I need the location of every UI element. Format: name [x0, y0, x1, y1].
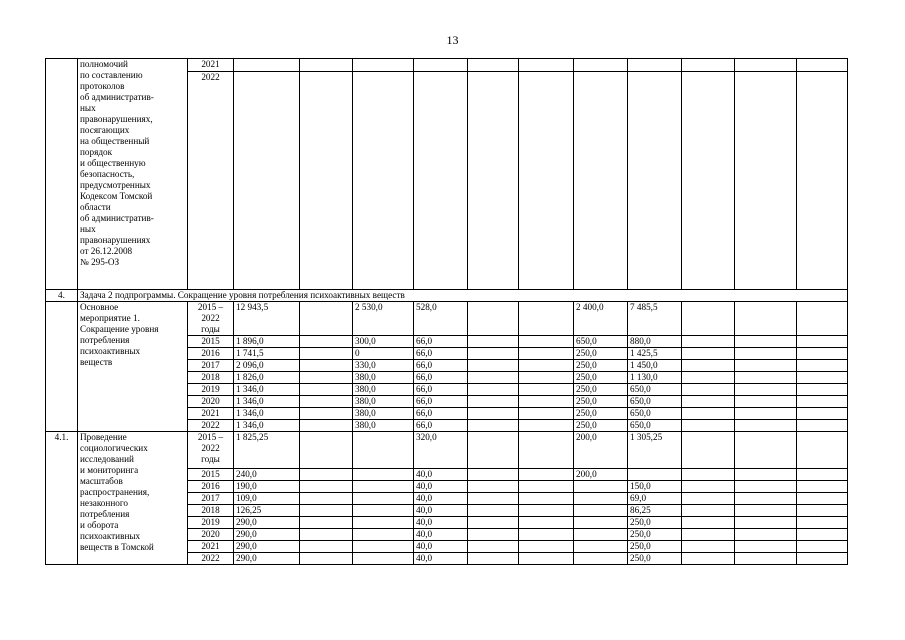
table-cell — [735, 396, 797, 408]
measure-name-cell — [78, 59, 188, 290]
table-cell: 380,0 — [353, 372, 414, 384]
table-cell — [735, 372, 797, 384]
table-cell: 1 826,0 — [234, 372, 300, 384]
table-cell: 290,0 — [234, 529, 300, 541]
table-cell — [735, 302, 797, 336]
table-cell: 69,0 — [628, 493, 682, 505]
year-cell: 2021 — [188, 59, 234, 72]
year-cell: 2022 — [188, 553, 234, 565]
table-cell — [735, 336, 797, 348]
name-line: исследований — [80, 454, 134, 464]
name-line: предусмотренных — [80, 180, 151, 190]
table-cell — [682, 553, 735, 565]
table-cell: 380,0 — [353, 420, 414, 432]
table-cell — [468, 408, 519, 420]
table-cell — [468, 384, 519, 396]
table-cell — [353, 493, 414, 505]
table-cell — [519, 360, 574, 372]
table-cell: 250,0 — [628, 553, 682, 565]
table-cell — [519, 517, 574, 529]
table-cell — [682, 360, 735, 372]
table-cell — [797, 420, 848, 432]
name-line: протоколов — [80, 81, 125, 91]
table-cell — [682, 348, 735, 360]
table-cell — [468, 432, 519, 469]
name-line: об административ- — [80, 213, 154, 223]
table-cell — [797, 384, 848, 396]
table-cell — [353, 432, 414, 469]
table-cell — [682, 432, 735, 469]
table-cell — [300, 541, 353, 553]
table-cell — [797, 372, 848, 384]
table-cell — [519, 420, 574, 432]
table-cell: 1 825,25 — [234, 432, 300, 469]
table-cell: 1 305,25 — [628, 432, 682, 469]
table-cell — [682, 408, 735, 420]
name-line: социологических — [80, 443, 148, 453]
table-cell: 2 400,0 — [574, 302, 628, 336]
table-cell — [468, 517, 519, 529]
table-cell: 150,0 — [628, 481, 682, 493]
table-cell — [735, 360, 797, 372]
year-cell: 2017 — [188, 360, 234, 372]
table-cell — [300, 360, 353, 372]
table-cell — [682, 541, 735, 553]
table-cell: 650,0 — [628, 408, 682, 420]
table-cell — [735, 517, 797, 529]
table-cell — [300, 336, 353, 348]
name-line: Основное — [80, 302, 119, 312]
name-line: на общественный — [80, 136, 150, 146]
year-cell: 2021 — [188, 541, 234, 553]
table-cell — [574, 505, 628, 517]
name-line: по составлению — [80, 70, 143, 80]
table-cell — [468, 420, 519, 432]
name-line: потребления — [80, 335, 130, 345]
table-cell: 250,0 — [574, 348, 628, 360]
table-cell — [519, 505, 574, 517]
table-cell — [519, 553, 574, 565]
table-cell — [519, 302, 574, 336]
table-cell — [797, 505, 848, 517]
table-cell: 66,0 — [414, 396, 468, 408]
table-cell — [735, 529, 797, 541]
table-cell: 250,0 — [574, 384, 628, 396]
table-cell: 7 485,5 — [628, 302, 682, 336]
program-table — [45, 58, 848, 565]
table-cell — [353, 469, 414, 481]
table-cell: 330,0 — [353, 360, 414, 372]
year-line: 2022 — [201, 443, 220, 453]
table-cell — [797, 360, 848, 372]
section-row — [46, 290, 848, 302]
table-cell: 290,0 — [234, 553, 300, 565]
table-cell — [468, 529, 519, 541]
table-cell — [519, 348, 574, 360]
table-cell: 200,0 — [574, 432, 628, 469]
table-cell: 250,0 — [574, 420, 628, 432]
table-cell: 190,0 — [234, 481, 300, 493]
table-cell — [353, 505, 414, 517]
table-cell: 1 346,0 — [234, 408, 300, 420]
name-line: № 295-ОЗ — [80, 257, 120, 267]
name-line: незаконного — [80, 498, 128, 508]
table-cell — [353, 481, 414, 493]
table-cell: 40,0 — [414, 541, 468, 553]
name-line: мероприятие 1. — [80, 313, 140, 323]
table-cell: 66,0 — [414, 336, 468, 348]
table-cell — [300, 384, 353, 396]
name-line: от 26.12.2008 — [80, 246, 133, 256]
name-line: веществ — [80, 357, 113, 367]
table-cell — [682, 302, 735, 336]
table-cell — [574, 517, 628, 529]
table-cell — [353, 553, 414, 565]
table-cell — [735, 384, 797, 396]
table-cell — [682, 396, 735, 408]
table-cell — [353, 541, 414, 553]
table-cell — [682, 481, 735, 493]
table-cell — [735, 348, 797, 360]
table-cell: 66,0 — [414, 420, 468, 432]
table-cell: 126,25 — [234, 505, 300, 517]
table-cell: 250,0 — [574, 396, 628, 408]
table-cell: 380,0 — [353, 384, 414, 396]
year-line: годы — [201, 324, 220, 334]
table-cell — [300, 469, 353, 481]
table-cell: 1 896,0 — [234, 336, 300, 348]
table-cell: 1 346,0 — [234, 396, 300, 408]
table-cell: 40,0 — [414, 481, 468, 493]
table-cell — [574, 481, 628, 493]
table-cell — [735, 505, 797, 517]
table-cell: 1 346,0 — [234, 420, 300, 432]
name-line: и мониторинга — [80, 465, 139, 475]
table-cell: 40,0 — [414, 469, 468, 481]
table-cell — [682, 420, 735, 432]
table-cell: 650,0 — [628, 384, 682, 396]
name-line: и общественную — [80, 158, 146, 168]
table-cell — [468, 553, 519, 565]
table-cell — [468, 541, 519, 553]
table-cell: 40,0 — [414, 517, 468, 529]
table-cell — [735, 493, 797, 505]
year-cell: 2021 — [188, 408, 234, 420]
row-number-cell: 4.1. — [46, 432, 78, 565]
table-cell — [574, 553, 628, 565]
table-cell: 40,0 — [414, 493, 468, 505]
table-cell — [468, 336, 519, 348]
table-cell: 66,0 — [414, 384, 468, 396]
year-cell: 2018 — [188, 505, 234, 517]
table-cell — [300, 420, 353, 432]
table-row — [46, 432, 848, 469]
table-cell: 1 346,0 — [234, 384, 300, 396]
table-cell: 380,0 — [353, 408, 414, 420]
table-cell — [797, 348, 848, 360]
table-cell — [468, 372, 519, 384]
year-line: 2015 – — [197, 432, 224, 442]
table-cell: 66,0 — [414, 372, 468, 384]
year-cell: 2015 — [188, 336, 234, 348]
name-line: веществ в Томской — [80, 542, 154, 552]
table-cell — [468, 348, 519, 360]
table-cell — [797, 553, 848, 565]
page-number: 13 — [446, 33, 459, 47]
name-line: потребления — [80, 509, 130, 519]
table-cell: 650,0 — [574, 336, 628, 348]
name-line: посягающих — [80, 125, 130, 135]
table-cell — [519, 481, 574, 493]
table-cell — [797, 517, 848, 529]
name-line: распространения, — [80, 487, 150, 497]
table-cell: 66,0 — [414, 360, 468, 372]
table-row — [46, 59, 848, 72]
table-cell — [797, 408, 848, 420]
table-cell — [300, 396, 353, 408]
table-cell — [300, 493, 353, 505]
table-cell: 40,0 — [414, 529, 468, 541]
table-cell — [797, 493, 848, 505]
table-cell: 250,0 — [574, 360, 628, 372]
table-cell — [300, 348, 353, 360]
name-line: и оборота — [80, 520, 119, 530]
year-cell: 2017 — [188, 493, 234, 505]
name-line: ных — [80, 103, 96, 113]
table-cell — [682, 336, 735, 348]
table-cell — [797, 302, 848, 336]
table-cell — [797, 432, 848, 469]
table-cell — [353, 517, 414, 529]
table-cell: 40,0 — [414, 505, 468, 517]
table-cell: 66,0 — [414, 348, 468, 360]
year-cell — [188, 432, 234, 469]
name-line: правонарушениях, — [80, 114, 153, 124]
year-cell: 2016 — [188, 481, 234, 493]
table-cell: 109,0 — [234, 493, 300, 505]
table-cell: 1 450,0 — [628, 360, 682, 372]
table-cell — [735, 481, 797, 493]
table-cell: 528,0 — [414, 302, 468, 336]
name-line: порядок — [80, 147, 113, 157]
table-cell: 66,0 — [414, 408, 468, 420]
table-cell — [735, 408, 797, 420]
year-cell: 2022 — [188, 420, 234, 432]
table-cell: 380,0 — [353, 396, 414, 408]
year-cell: 2020 — [188, 396, 234, 408]
table-cell — [735, 469, 797, 481]
table-cell — [682, 469, 735, 481]
row-number-cell — [46, 302, 78, 432]
year-line: 2015 – — [197, 302, 224, 312]
name-line: психоактивных — [80, 531, 141, 541]
name-line: об административ- — [80, 92, 154, 102]
table-cell — [797, 541, 848, 553]
table-cell: 250,0 — [574, 372, 628, 384]
table-cell — [682, 529, 735, 541]
table-cell — [519, 529, 574, 541]
table-cell — [682, 384, 735, 396]
year-cell: 2015 — [188, 469, 234, 481]
table-cell — [519, 408, 574, 420]
name-line: масштабов — [80, 476, 123, 486]
table-cell — [519, 372, 574, 384]
name-line: области — [80, 202, 111, 212]
name-line: психоактивных — [80, 346, 141, 356]
year-cell: 2016 — [188, 348, 234, 360]
table-body — [46, 59, 848, 565]
year-cell: 2019 — [188, 384, 234, 396]
table-cell — [797, 529, 848, 541]
table-cell — [468, 469, 519, 481]
name-line: полномочий — [80, 59, 128, 69]
name-line: правонарушениях — [80, 235, 151, 245]
table-cell — [735, 420, 797, 432]
year-line: годы — [201, 454, 220, 464]
table-cell — [300, 553, 353, 565]
table-cell — [682, 372, 735, 384]
table-cell — [300, 372, 353, 384]
table-cell — [628, 469, 682, 481]
table-cell — [300, 302, 353, 336]
table-cell: 0 — [353, 348, 414, 360]
year-cell: 2019 — [188, 517, 234, 529]
table-cell — [735, 541, 797, 553]
table-cell: 650,0 — [628, 420, 682, 432]
table-cell — [353, 529, 414, 541]
table-cell: 250,0 — [628, 529, 682, 541]
table-cell: 86,25 — [628, 505, 682, 517]
table-cell: 880,0 — [628, 336, 682, 348]
measure-name-cell — [78, 302, 188, 432]
table-cell — [300, 432, 353, 469]
table-cell — [574, 493, 628, 505]
table-cell: 1 130,0 — [628, 372, 682, 384]
table-cell: 1 425,5 — [628, 348, 682, 360]
table-cell — [300, 529, 353, 541]
name-line: Проведение — [80, 432, 127, 442]
name-line: Сокращение уровня — [80, 324, 159, 334]
table-cell — [519, 493, 574, 505]
year-cell — [188, 302, 234, 336]
table-cell — [574, 529, 628, 541]
name-line: безопасность, — [80, 169, 135, 179]
table-cell — [797, 336, 848, 348]
table-cell: 650,0 — [628, 396, 682, 408]
measure-name-cell — [78, 432, 188, 565]
section-number: 4. — [46, 290, 78, 302]
table-cell: 320,0 — [414, 432, 468, 469]
table-cell — [468, 481, 519, 493]
table-cell: 2 096,0 — [234, 360, 300, 372]
table-cell: 290,0 — [234, 517, 300, 529]
year-cell: 2020 — [188, 529, 234, 541]
table-cell: 240,0 — [234, 469, 300, 481]
table-cell: 250,0 — [628, 541, 682, 553]
table-cell: 200,0 — [574, 469, 628, 481]
table-cell: 1 741,5 — [234, 348, 300, 360]
table-cell: 12 943,5 — [234, 302, 300, 336]
table-cell: 250,0 — [628, 517, 682, 529]
table-cell — [519, 432, 574, 469]
year-line: 2022 — [201, 313, 220, 323]
table-cell — [468, 302, 519, 336]
table-cell — [682, 505, 735, 517]
table-cell — [300, 505, 353, 517]
table-cell — [519, 384, 574, 396]
table-cell — [468, 493, 519, 505]
table-cell: 40,0 — [414, 553, 468, 565]
table-cell: 300,0 — [353, 336, 414, 348]
name-line: ных — [80, 224, 96, 234]
table-cell — [519, 336, 574, 348]
table-cell — [519, 541, 574, 553]
name-line: Кодексом Томской — [80, 191, 153, 201]
table-cell — [468, 396, 519, 408]
table-cell — [574, 541, 628, 553]
table-cell — [797, 481, 848, 493]
table-cell — [519, 396, 574, 408]
row-number-cell — [46, 59, 78, 290]
section-title: Задача 2 подпрограммы. Сокращение уровня потребления психоактивных веществ — [78, 290, 848, 302]
table-cell — [797, 469, 848, 481]
table-row — [46, 302, 848, 336]
table-cell — [735, 432, 797, 469]
table-cell — [519, 469, 574, 481]
table-cell: 250,0 — [574, 408, 628, 420]
table-cell — [468, 505, 519, 517]
table-cell: 290,0 — [234, 541, 300, 553]
table-cell — [682, 517, 735, 529]
table-cell — [300, 408, 353, 420]
table-cell — [468, 360, 519, 372]
table-cell — [300, 481, 353, 493]
table-cell — [300, 517, 353, 529]
year-cell: 2022 — [188, 72, 234, 290]
year-cell: 2018 — [188, 372, 234, 384]
table-cell: 2 530,0 — [353, 302, 414, 336]
table-cell — [682, 493, 735, 505]
table-cell — [735, 553, 797, 565]
table-cell — [797, 396, 848, 408]
